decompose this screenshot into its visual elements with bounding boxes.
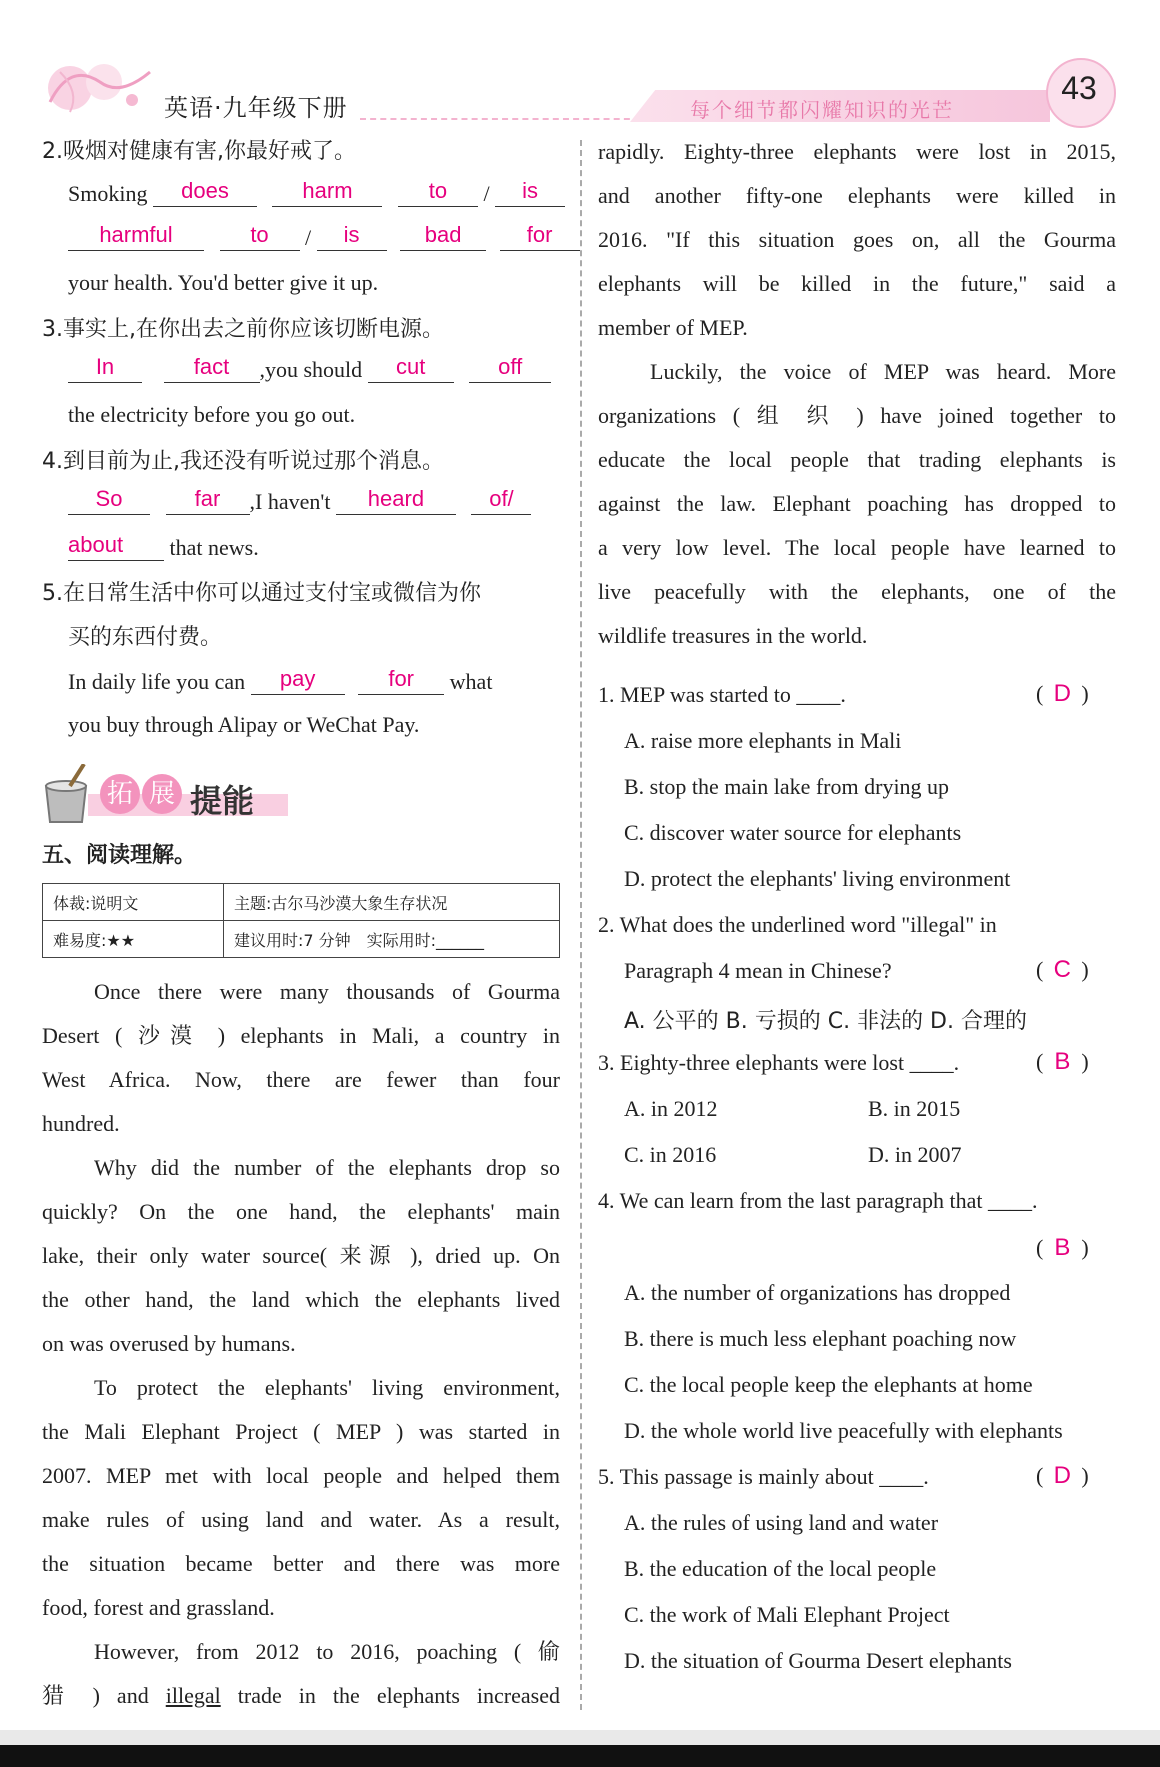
question-3-stem: 3. Eighty-three elephants were lost ____. — [598, 1050, 960, 1075]
time-cell: 建议用时:7 分钟 实际用时:______ — [224, 921, 560, 958]
answer-blank[interactable]: to — [398, 176, 478, 207]
passage-line: educate the local people that trading elephants is — [598, 447, 1116, 472]
topic-cell: 主题:古尔马沙漠大象生存状况 — [224, 884, 560, 921]
answer-blank[interactable]: bad — [400, 220, 486, 251]
item-2-line1: Smoking does harm to / is — [68, 176, 565, 207]
item-5-chinese-line1: 5.在日常生活中你可以通过支付宝或微信为你 — [42, 581, 482, 606]
option: B. stop the main lake from drying up — [624, 774, 950, 799]
section-title: 五、阅读理解。 — [42, 843, 197, 868]
answer-blank[interactable]: fact — [164, 352, 260, 383]
passage-line: wildlife treasures in the world. — [598, 623, 868, 648]
option: B. the education of the local people — [624, 1556, 937, 1581]
banner-char: 拓 — [100, 774, 140, 814]
passage-line: elephants will be killed in the future," said a — [598, 271, 1116, 296]
answer-blank[interactable]: harm — [272, 176, 382, 207]
genre-cell: 体裁:说明文 — [43, 884, 224, 921]
passage-line: the other hand, the land which the elephants lived — [42, 1287, 560, 1312]
answer-blank[interactable]: is — [317, 220, 387, 251]
item-3-line2: the electricity before you go out. — [68, 402, 356, 427]
passage-line: However, from 2012 to 2016, poaching ( 偷 — [94, 1639, 560, 1664]
passage-line: To protect the elephants' living environment, — [94, 1375, 560, 1400]
option: D. the situation of Gourma Desert elephants — [624, 1648, 1012, 1673]
passage-line: live peacefully with the elephants, one of the — [598, 579, 1116, 604]
passage-line: Luckily, the voice of MEP was heard. More — [650, 359, 1116, 384]
item-3-chinese: 3.事实上,在你出去之前你应该切断电源。 — [42, 317, 444, 342]
page-number: 43 — [1061, 70, 1097, 106]
passage-line: the Mali Elephant Project ( MEP ) was started in — [42, 1419, 560, 1444]
item-5-line2: you buy through Alipay or WeChat Pay. — [68, 712, 420, 737]
answer-blank[interactable]: off — [469, 352, 551, 383]
option: C. the local people keep the elephants at home — [624, 1372, 1033, 1397]
item-2-line2: harmful to / is bad for — [68, 220, 580, 251]
passage-line: and another fifty-one elephants were killed in — [598, 183, 1116, 208]
slogan: 每个细节都闪耀知识的光芒 — [690, 98, 954, 122]
passage-line: quickly? On the one hand, the elephants' main — [42, 1199, 560, 1224]
answer-blank[interactable]: harmful — [68, 220, 204, 251]
option: D. the whole world live peacefully with elephants — [624, 1418, 1063, 1443]
passage-line: a very low level. The local people have learned to — [598, 535, 1116, 560]
passage-right — [598, 130, 1116, 658]
answer-blank[interactable]: for — [500, 220, 580, 251]
question-1-answer: ( D ) — [1036, 680, 1089, 707]
passage-line: Why did the number of the elephants drop so — [94, 1155, 560, 1180]
passage-left — [42, 970, 560, 1718]
option: A. the number of organizations has dropped — [624, 1280, 1011, 1305]
question-2-stem2: Paragraph 4 mean in Chinese? — [624, 958, 892, 983]
passage-line: lake, their only water source( 来源 ), dried up. On — [42, 1243, 560, 1268]
passage-line: rapidly. Eighty-three elephants were lost in 2015, — [598, 139, 1116, 164]
passage-line-illegal: 猎 ) and illegal trade in the elephants increased — [42, 1683, 560, 1708]
option: B. there is much less elephant poaching now — [624, 1326, 1017, 1351]
passage-line: the situation became better and there was more — [42, 1551, 560, 1576]
item-4-line1: So far ,I haven't heard of/ — [68, 484, 531, 515]
passage-line: organizations ( 组 织 ) have joined together to — [598, 403, 1116, 428]
answer-blank[interactable]: to — [220, 220, 300, 251]
passage-line: 2016. "If this situation goes on, all the Gourma — [598, 227, 1116, 252]
banner-tail: 提能 — [190, 782, 255, 820]
book-title: 英语·九年级下册 — [164, 94, 348, 122]
bottom-bar — [0, 1745, 1160, 1767]
item-4-chinese: 4.到目前为止,我还没有听说过那个消息。 — [42, 449, 444, 474]
passage-line: West Africa. Now, there are fewer than four — [42, 1067, 560, 1092]
section-banner — [40, 764, 290, 824]
answer-blank[interactable]: does — [153, 176, 257, 207]
item-5-line1: In daily life you can pay for what — [68, 666, 493, 694]
item-5-chinese-line2: 买的东西付费。 — [68, 625, 223, 650]
answer-blank[interactable]: pay — [251, 664, 345, 695]
column-divider — [580, 140, 582, 1710]
floral-ornament-icon — [40, 52, 160, 118]
item-2-line3: your health. You'd better give it up. — [68, 270, 379, 295]
passage-line: member of MEP. — [598, 315, 748, 340]
option: A. raise more elephants in Mali — [624, 728, 902, 753]
answer-blank[interactable]: So — [68, 484, 150, 515]
answer-blank[interactable]: of/ — [471, 484, 531, 515]
passage-line: on was overused by humans. — [42, 1331, 296, 1356]
option: D. protect the elephants' living environment — [624, 866, 1011, 891]
passage-line: Desert ( 沙漠 ) elephants in Mali, a country in — [42, 1023, 560, 1048]
passage-line: food, forest and grassland. — [42, 1595, 275, 1620]
underlined-word: illegal — [165, 1683, 221, 1708]
passage-line: 2007. MEP met with local people and helped them — [42, 1463, 560, 1488]
passage-line: hundred. — [42, 1111, 120, 1136]
item-3-line1: In fact ,you should cut off — [68, 352, 551, 383]
passage-line: make rules of using land and water. As a result, — [42, 1507, 560, 1532]
difficulty-cell: 难易度:★★ — [43, 921, 224, 958]
item-4-line2: about that news. — [68, 532, 259, 560]
question-5-answer: ( D ) — [1036, 1462, 1089, 1489]
passage-line: Once there were many thousands of Gourma — [94, 979, 560, 1004]
question-5-stem: 5. This passage is mainly about ____. — [598, 1464, 929, 1489]
option: C. in 2016 — [624, 1142, 717, 1167]
header-dashed-rule — [360, 118, 640, 120]
answer-blank[interactable]: In — [68, 352, 142, 383]
option: A. in 2012 — [624, 1096, 718, 1121]
option: A. 公平的 B. 亏损的 C. 非法的 D. 合理的 — [624, 1009, 1027, 1034]
question-4-stem: 4. We can learn from the last paragraph that ____. — [598, 1188, 1038, 1213]
option: A. the rules of using land and water — [624, 1510, 939, 1535]
answer-blank[interactable]: is — [495, 176, 565, 207]
question-2-stem: 2. What does the underlined word "illegal" in — [598, 912, 997, 937]
banner-char: 展 — [142, 774, 182, 814]
option: C. the work of Mali Elephant Project — [624, 1602, 950, 1627]
answer-blank[interactable]: cut — [368, 352, 454, 383]
question-4-answer: ( B ) — [1036, 1234, 1089, 1261]
question-3-answer: ( B ) — [1036, 1048, 1089, 1075]
question-2-answer: ( C ) — [1036, 956, 1089, 983]
passage-line: against the law. Elephant poaching has dropped to — [598, 491, 1116, 516]
info-table — [42, 883, 560, 958]
option: D. in 2007 — [868, 1142, 962, 1167]
answer-blank[interactable]: about — [68, 530, 164, 561]
answer-blank[interactable]: far — [166, 484, 250, 515]
option: C. discover water source for elephants — [624, 820, 962, 845]
answer-blank[interactable]: heard — [336, 484, 456, 515]
option: B. in 2015 — [868, 1096, 961, 1121]
question-1-stem: 1. MEP was started to ____. — [598, 682, 846, 707]
answer-blank[interactable]: for — [358, 664, 444, 695]
item-2-chinese: 2.吸烟对健康有害,你最好戒了。 — [42, 139, 356, 164]
